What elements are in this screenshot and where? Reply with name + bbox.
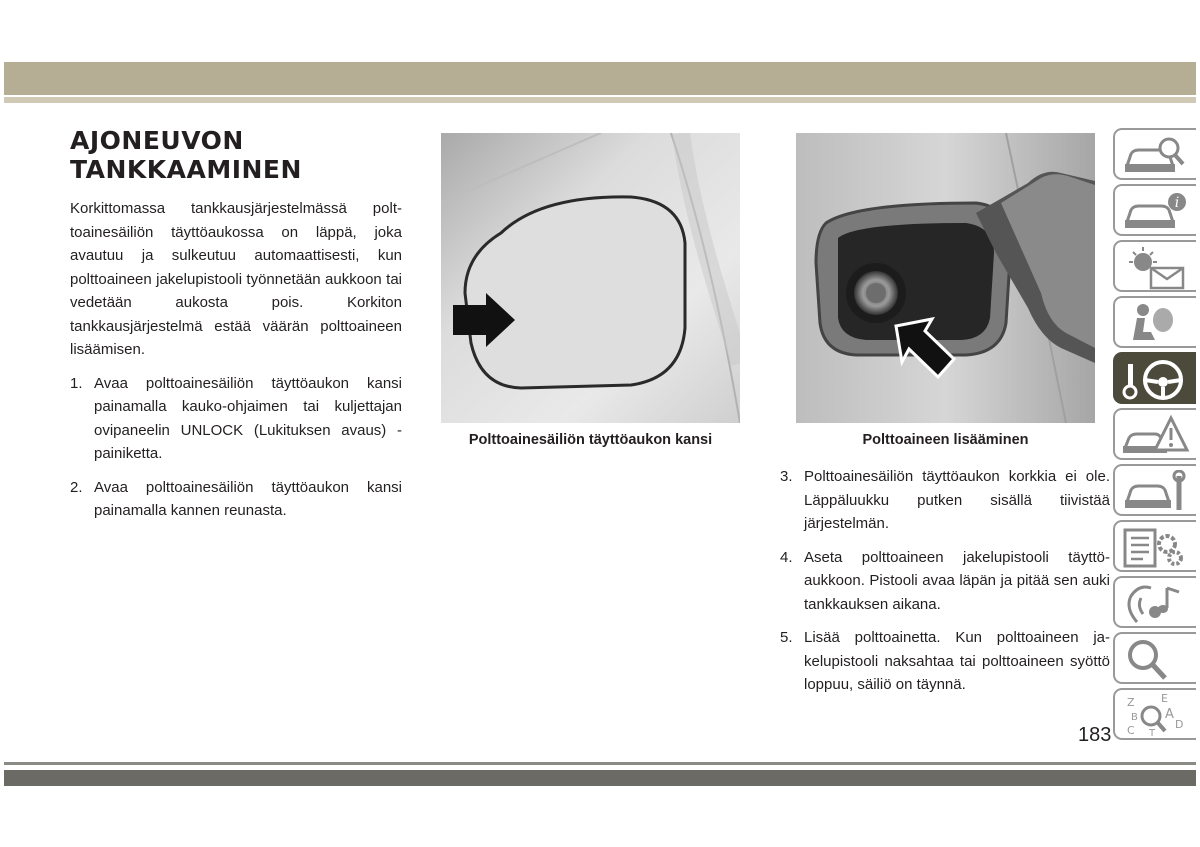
specs-gears-icon [1121, 526, 1191, 570]
left-column [70, 197, 402, 533]
footer-band [4, 770, 1196, 786]
tab-key-steering[interactable] [1113, 352, 1196, 404]
search-icon [1121, 638, 1191, 682]
svg-text:Z: Z [1127, 696, 1135, 709]
car-info-icon [1121, 190, 1191, 234]
tab-index[interactable] [1113, 688, 1196, 740]
figure-caption: Polttoaineen lisääminen [862, 432, 1029, 448]
right-column [780, 465, 1110, 707]
header-rule [4, 97, 1196, 103]
seat-airbag-icon [1121, 302, 1191, 346]
footer-rule [4, 762, 1196, 765]
svg-text:A: A [1165, 707, 1174, 722]
tab-road-hazard[interactable] [1113, 408, 1196, 460]
list-item: 5. Lisää polttoainetta. Kun polttoaineen jakelupistooli naksahtaa tai polttoaineen syöttö loppuu, säiliö on täynnä. [780, 629, 1110, 693]
figure-caption: Polttoainesäiliön täyttöaukon kansi [468, 432, 713, 448]
tab-multimedia[interactable] [1113, 576, 1196, 628]
steps-list-left [70, 372, 402, 523]
fuel-filler-open-photo [796, 133, 1095, 423]
tab-car-info[interactable] [1113, 184, 1196, 236]
page-number: 183 [1078, 724, 1112, 746]
tab-seat-airbag[interactable] [1113, 296, 1196, 348]
tab-car-wrench[interactable] [1113, 464, 1196, 516]
header-band [4, 62, 1196, 95]
intro-paragraph: Korkittomassa tankkausjärjestelmässä polttoainesäiliön täyttöaukossa on läppä, joka avautuu ja sulkeutuu automaattisesti, kun polttoaineen jakelupistooli työnnetään aukkoon tai vedetään aukosta pois. Korkiton tankkausjärjestelmä estää väärän polttoaineen lisäämisen. [70, 200, 402, 358]
index-letters-icon [1121, 694, 1191, 738]
section-title: AJONEUVON TANKKAAMINEN [70, 126, 302, 184]
svg-text:C: C [1127, 724, 1135, 737]
tab-warning-lights[interactable] [1113, 240, 1196, 292]
svg-text:E: E [1161, 694, 1168, 705]
tab-search[interactable] [1113, 632, 1196, 684]
svg-text:T: T [1149, 728, 1156, 738]
tab-car-magnifier[interactable] [1113, 128, 1196, 180]
svg-text:B: B [1131, 712, 1138, 723]
list-item: 4. Aseta polttoaineen jakelupistooli täyttöaukkoon. Pistooli avaa läpän ja pitää sen auki tankkauksen aikana. [780, 548, 1110, 613]
svg-text:i: i [1174, 195, 1180, 211]
fuel-door-closed-photo [441, 133, 740, 423]
steps-list-right [780, 465, 1110, 697]
key-steering-wheel-icon [1121, 358, 1191, 402]
multimedia-icon [1121, 582, 1191, 626]
list-item: 2. Avaa polttoainesäiliön täyttöaukon kansi painamalla kannen reunasta. [70, 478, 402, 519]
tab-specs[interactable] [1113, 520, 1196, 572]
road-hazard-car-icon [1121, 414, 1191, 458]
warning-lights-message-icon [1121, 246, 1191, 290]
svg-text:D: D [1175, 718, 1184, 731]
list-item: 3. Polttoainesäiliön täyttöaukon korkkia ei ole. Läppäluukku putken sisällä tiivistää järjestelmän. [780, 468, 1110, 532]
car-magnifier-icon [1121, 134, 1191, 178]
car-wrench-icon [1121, 470, 1191, 514]
list-item: 1. Avaa polttoainesäiliön täyttöaukon kansi painamalla kauko-ohjaimen tai kuljettajan ovipaneelin UNLOCK (Lukituksen avaus) -painiketta. [70, 374, 402, 462]
